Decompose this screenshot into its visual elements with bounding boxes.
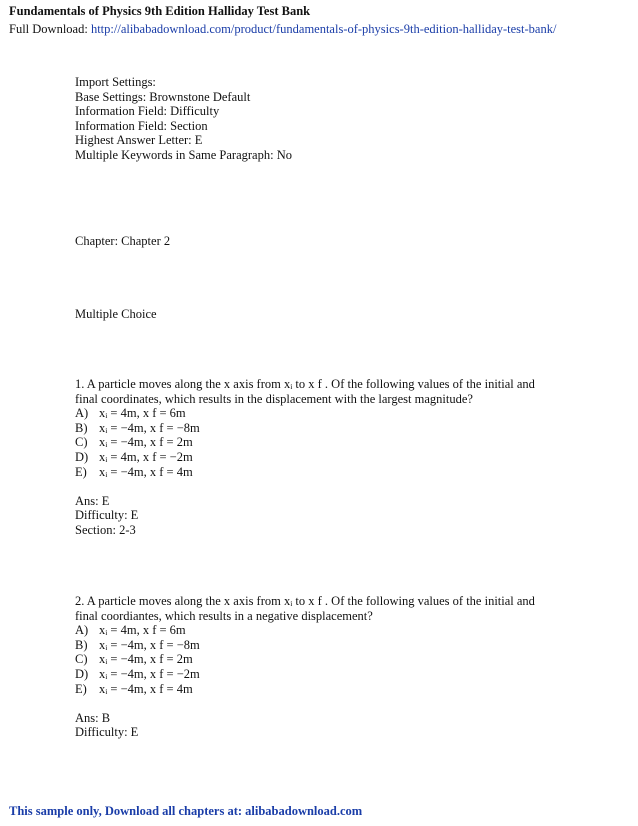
chapter-label: Chapter: Chapter 2: [75, 234, 171, 248]
difficulty: Difficulty: E: [75, 508, 139, 523]
option-letter: B): [75, 420, 88, 435]
option-letter: A): [75, 406, 89, 421]
download-footer[interactable]: This sample only, Download all chapters at: alibabadownload.com: [9, 804, 363, 818]
settings-line: Base Settings: Brownstone Default: [75, 89, 251, 104]
document-title: Fundamentals of Physics 9th Edition Halliday Test Bank: [9, 4, 311, 18]
settings-line: Highest Answer Letter: E: [75, 133, 203, 148]
answer-option-c: [75, 435, 620, 450]
option-text: xᵢ = −4m, x f = −8m: [99, 637, 200, 652]
option-letter: C): [75, 652, 88, 667]
import-settings: [75, 75, 620, 163]
section-label: Multiple Choice: [75, 307, 157, 321]
option-text: xᵢ = 4m, x f = 6m: [99, 406, 186, 421]
page-header: [9, 2, 634, 38]
answer-key: Ans: B: [75, 710, 111, 725]
answer-option-a: [75, 406, 620, 421]
option-text: xᵢ = −4m, x f = 2m: [99, 435, 193, 450]
question-text: final coordinates, which results in the displacement with the largest magnitude?: [75, 391, 473, 406]
option-letter: E): [75, 464, 87, 479]
answer-option-c: [75, 652, 620, 667]
option-letter: D): [75, 666, 89, 681]
chapter-heading: [75, 234, 620, 249]
download-link[interactable]: http://alibabadownload.com/product/fundamentals-of-physics-9th-edition-halliday-test-bank/: [90, 22, 557, 36]
section-ref: Section: 2-3: [75, 522, 136, 537]
question-text: 2. A particle moves along the x axis from xᵢ to x f . Of the following values of the initial and: [75, 594, 535, 608]
full-download-label: Full Download:: [9, 22, 91, 36]
option-text: xᵢ = −4m, x f = 4m: [99, 681, 193, 696]
answer-option-d: [75, 667, 620, 682]
option-text: xᵢ = 4m, x f = 6m: [99, 623, 186, 638]
option-text: xᵢ = −4m, x f = 2m: [99, 652, 193, 667]
option-text: xᵢ = −4m, x f = 4m: [99, 464, 193, 479]
settings-line: Information Field: Difficulty: [75, 104, 220, 119]
settings-line: Import Settings:: [75, 75, 156, 89]
question-1: [75, 377, 620, 538]
option-text: xᵢ = 4m, x f = −2m: [99, 449, 193, 464]
answer-option-e: [75, 465, 620, 480]
option-letter: B): [75, 637, 88, 652]
answer-option-a: [75, 623, 620, 638]
answer-option-b: [75, 421, 620, 436]
settings-line: Information Field: Section: [75, 118, 208, 133]
difficulty: Difficulty: E: [75, 725, 139, 740]
option-letter: C): [75, 435, 88, 450]
question-text: final coordiantes, which results in a negative displacement?: [75, 608, 373, 623]
answer-key: Ans: E: [75, 493, 110, 508]
answer-option-d: [75, 450, 620, 465]
section-heading: [75, 307, 620, 322]
option-letter: D): [75, 449, 89, 464]
answer-option-e: [75, 682, 620, 697]
option-text: xᵢ = −4m, x f = −2m: [99, 666, 200, 681]
option-text: xᵢ = −4m, x f = −8m: [99, 420, 200, 435]
option-letter: E): [75, 681, 87, 696]
full-download-line: [9, 20, 634, 38]
settings-line: Multiple Keywords in Same Paragraph: No: [75, 147, 292, 162]
option-letter: A): [75, 623, 89, 638]
question-text: 1. A particle moves along the x axis from xᵢ to x f . Of the following values of the initial and: [75, 377, 535, 391]
question-2: [75, 594, 620, 740]
answer-option-b: [75, 638, 620, 653]
